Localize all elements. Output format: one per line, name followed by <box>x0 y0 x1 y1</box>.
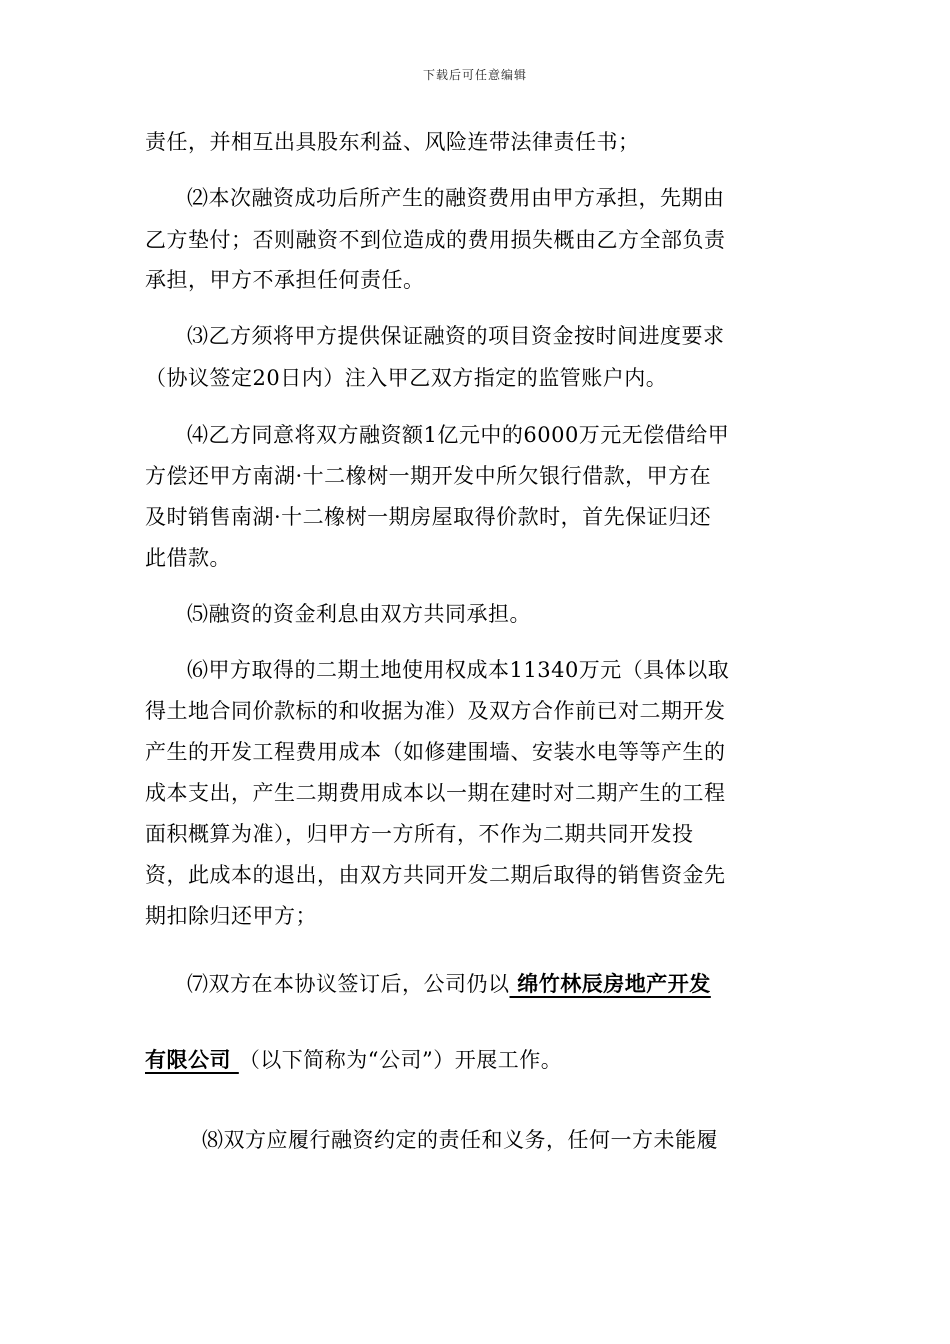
text-line: ⑷乙方同意将双方融资额1亿元中的6000万元无偿借给甲 <box>187 423 730 447</box>
text-line: 乙方垫付；否则融资不到位造成的费用损失概由乙方全部负责 <box>145 228 726 252</box>
text-line: 方偿还甲方南湖·十二橡树一期开发中所欠银行借款，甲方在 <box>145 464 712 488</box>
text-line: ⑶乙方须将甲方提供保证融资的项目资金按时间进度要求 <box>187 324 725 348</box>
text-line: ⑵本次融资成功后所产生的融资费用由甲方承担，先期由 <box>187 186 725 210</box>
text-line: 此借款。 <box>145 546 231 570</box>
text-line: 成本支出，产生二期费用成本以一期在建时对二期产生的工程 <box>145 781 726 805</box>
item7-suffix: （以下简称为“公司”）开展工作。 <box>238 1048 563 1072</box>
text-line: 资，此成本的退出，由双方共同开发二期后取得的销售资金先 <box>145 863 726 887</box>
text-line: ⑻双方应履行融资约定的责任和义务，任何一方未能履 <box>202 1128 718 1152</box>
text-line: 期扣除归还甲方； <box>145 904 317 928</box>
text-line: 得土地合同价款标的和收据为准）及双方合作前已对二期开发 <box>145 699 726 723</box>
company-name-part2: 有限公司 <box>145 1048 239 1072</box>
item7-line1 <box>187 970 711 998</box>
item7-prefix: ⑺双方在本协议签订后，公司仍以 <box>187 972 510 996</box>
text-line: 及时销售南湖·十二橡树一期房屋取得价款时，首先保证归还 <box>145 505 712 529</box>
page-header-note: 下载后可任意编辑 <box>422 68 527 82</box>
text-line: ⑸融资的资金利息由双方共同承担。 <box>187 602 531 626</box>
text-line: 面积概算为准），归甲方一方所有，不作为二期共同开发投 <box>145 822 694 846</box>
company-name-part1: 绵竹林辰房地产开发 <box>509 972 711 996</box>
text-line: 承担，甲方不承担任何责任。 <box>145 268 425 292</box>
text-line: 责任，并相互出具股东利益、风险连带法律责任书； <box>145 130 640 154</box>
text-line: （协议签定20日内）注入甲乙双方指定的监管账户内。 <box>145 366 668 390</box>
item7-line2 <box>145 1046 562 1074</box>
text-line: ⑹甲方取得的二期土地使用权成本11340万元（具体以取 <box>187 658 730 682</box>
text-line: 产生的开发工程费用成本（如修建围墙、安装水电等等产生的 <box>145 740 726 764</box>
